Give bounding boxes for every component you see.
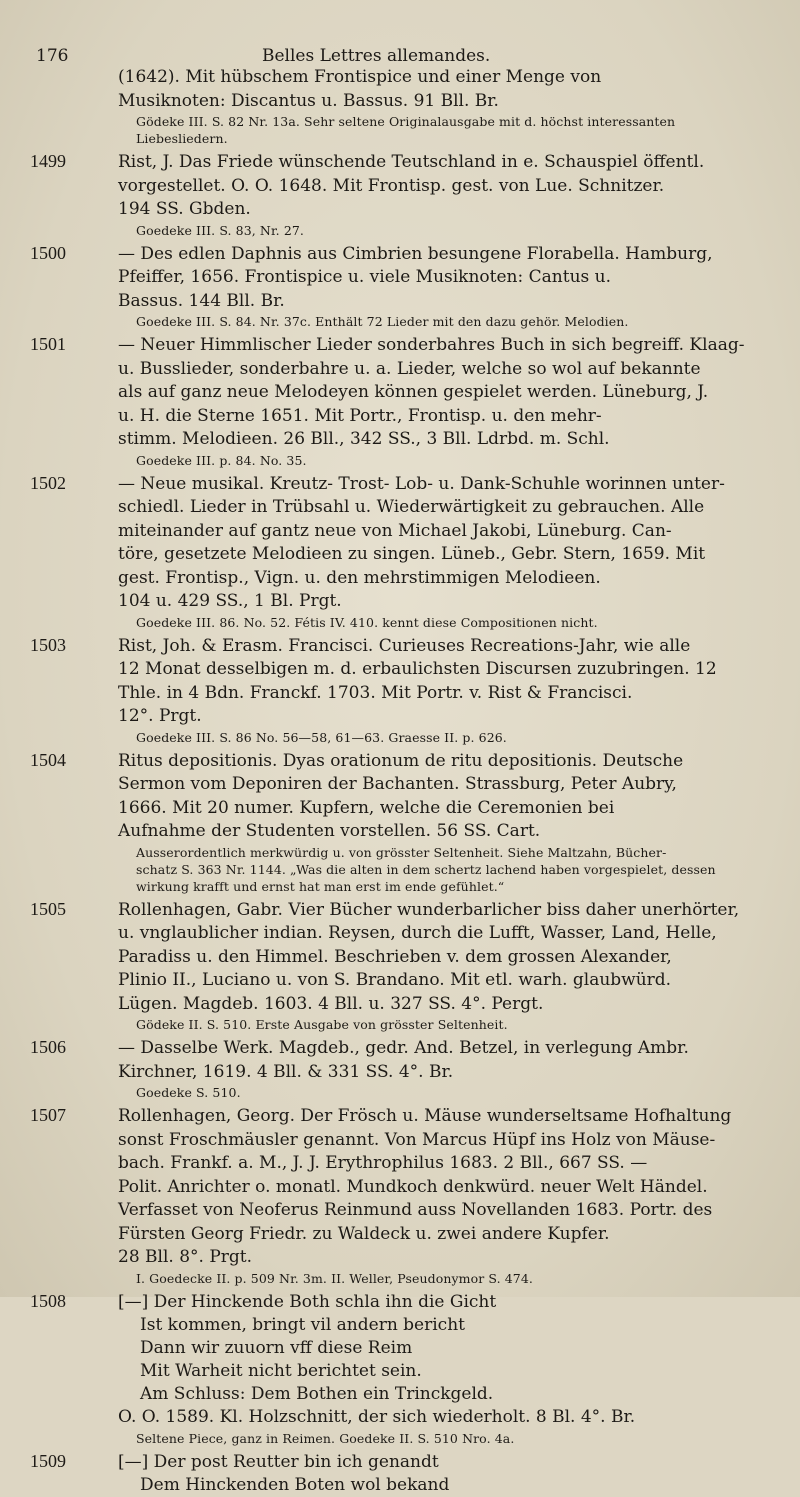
entry-line: O. O. 1589. Kl. Holzschnitt, der sich wiederholt. 8 Bl. 4°. Br. [118, 1406, 766, 1430]
entry-line: Ritus depositionis. Dyas orationum de ritu depositionis. Deutsche [118, 750, 766, 774]
entry-note: Ausserordentlich merkwürdig u. von grösster Seltenheit. Siehe Maltzahn, Bücher- [118, 844, 766, 861]
entry-number: 1506 [30, 1037, 66, 1058]
entry-line: (1642). Mit hübschem Frontispice und einer Menge von [118, 66, 766, 90]
entry-line: Pfeiffer, 1656. Frontispice u. viele Musiknoten: Cantus u. [118, 266, 766, 290]
page-header [30, 20, 766, 64]
catalog-entry [30, 151, 766, 239]
entry-note: Goedeke III. S. 84. Nr. 37c. Enthält 72 Lieder mit den dazu gehör. Melodien. [118, 313, 766, 330]
catalog-entries [30, 66, 766, 1497]
entry-line: bach. Frankf. a. M., J. J. Erythrophilus 1683. 2 Bll., 667 SS. — [118, 1152, 766, 1176]
entry-line: Thle. in 4 Bdn. Franckf. 1703. Mit Portr. v. Rist & Francisci. [118, 682, 766, 706]
entry-line: schiedl. Lieder in Trübsahl u. Wiederwärtigkeit zu gebrauchen. Alle [118, 496, 766, 520]
entry-line: Rist, Joh. & Erasm. Francisci. Curieuses Recreations-Jahr, wie alle [118, 635, 766, 659]
entry-line: sonst Froschmäusler genannt. Von Marcus Hüpf ins Holz von Mäuse- [118, 1129, 766, 1153]
entry-number: 1508 [30, 1291, 66, 1312]
entry-line: Fürsten Georg Friedr. zu Waldeck u. zwei andere Kupfer. [118, 1223, 766, 1247]
entry-line: [—] Der Hinckende Both schla ihn die Gicht [118, 1291, 766, 1315]
entry-line: 194 SS. Gbden. [118, 198, 766, 222]
entry-note: Goedeke III. 86. No. 52. Fétis IV. 410. kennt diese Compositionen nicht. [118, 614, 766, 631]
entry-number: 1502 [30, 473, 66, 494]
entry-line: — Neue musikal. Kreutz- Trost- Lob- u. Dank-Schuhle worinnen unter- [118, 473, 766, 497]
entry-number: 1509 [30, 1451, 66, 1472]
entry-line: Paradiss u. den Himmel. Beschrieben v. dem grossen Alexander, [118, 946, 766, 970]
verse-line: Am Schluss: Dem Bothen ein Trinckgeld. [118, 1383, 766, 1406]
entry-note: Seltene Piece, ganz in Reimen. Goedeke II. S. 510 Nro. 4a. [118, 1430, 766, 1447]
entry-note: Goedeke III. p. 84. No. 35. [118, 452, 766, 469]
entry-note: Goedeke III. S. 86 No. 56—58, 61—63. Graesse II. p. 626. [118, 729, 766, 746]
entry-line: Rollenhagen, Georg. Der Frösch u. Mäuse wunderseltsame Hofhaltung [118, 1105, 766, 1129]
entry-line: Plinio II., Luciano u. von S. Brandano. Mit etl. warh. glaubwürd. [118, 969, 766, 993]
entry-note: I. Goedecke II. p. 509 Nr. 3m. II. Weller, Pseudonymor S. 474. [118, 1270, 766, 1287]
running-title: Belles Lettres allemandes. [262, 46, 490, 66]
continued-entry [30, 66, 766, 147]
entry-line: Aufnahme der Studenten vorstellen. 56 SS. Cart. [118, 820, 766, 844]
entry-number: 1503 [30, 635, 66, 656]
catalog-entry [30, 243, 766, 331]
entry-number: 1504 [30, 750, 66, 771]
entry-line: als auf ganz neue Melodeyen können gespielet werden. Lüneburg, J. [118, 381, 766, 405]
catalog-entry [30, 1291, 766, 1447]
catalog-entry [30, 1037, 766, 1101]
entry-line: [—] Der post Reutter bin ich genandt [118, 1451, 766, 1475]
entry-line: u. H. die Sterne 1651. Mit Portr., Frontisp. u. den mehr- [118, 405, 766, 429]
entry-number: 1499 [30, 151, 66, 172]
entry-line: — Neuer Himmlischer Lieder sonderbahres Buch in sich begreiff. Klaag- [118, 334, 766, 358]
entry-note: Goedeke S. 510. [118, 1084, 766, 1101]
entry-note: wirkung krafft und ernst hat man erst im ende gefühlet.“ [118, 878, 766, 895]
entry-line: 12°. Prgt. [118, 705, 766, 729]
entry-line: stimm. Melodieen. 26 Bll., 342 SS., 3 Bll. Ldrbd. m. Schl. [118, 428, 766, 452]
page-number: 176 [36, 46, 68, 66]
entry-line: miteinander auf gantz neue von Michael Jakobi, Lüneburg. Can- [118, 520, 766, 544]
verse-line: Dann wir zuuorn vff diese Reim [118, 1337, 766, 1360]
entry-note: Gödeke III. S. 82 Nr. 13a. Sehr seltene Originalausgabe mit d. höchst interessanten [118, 113, 766, 130]
entry-line: Kirchner, 1619. 4 Bll. & 331 SS. 4°. Br. [118, 1061, 766, 1085]
entry-number: 1501 [30, 334, 66, 355]
entry-line: gest. Frontisp., Vign. u. den mehrstimmigen Melodieen. [118, 567, 766, 591]
entry-line: Bassus. 144 Bll. Br. [118, 290, 766, 314]
entry-line: töre, gesetzete Melodieen zu singen. Lüneb., Gebr. Stern, 1659. Mit [118, 543, 766, 567]
entry-number: 1500 [30, 243, 66, 264]
entry-line: 12 Monat desselbigen m. d. erbaulichsten Discursen zuzubringen. 12 [118, 658, 766, 682]
entry-line: 104 u. 429 SS., 1 Bl. Prgt. [118, 590, 766, 614]
entry-line: — Des edlen Daphnis aus Cimbrien besungene Florabella. Hamburg, [118, 243, 766, 267]
verse-line: Dem Hinckenden Boten wol bekand [118, 1474, 766, 1497]
entry-line: Sermon vom Deponiren der Bachanten. Strassburg, Peter Aubry, [118, 773, 766, 797]
entry-line: Verfasset von Neoferus Reinmund auss Novellanden 1683. Portr. des [118, 1199, 766, 1223]
verse-line: Ist kommen, bringt vil andern bericht [118, 1314, 766, 1337]
entry-line: Rist, J. Das Friede wünschende Teutschland in e. Schauspiel öffentl. [118, 151, 766, 175]
catalog-entry [30, 635, 766, 746]
entry-note: schatz S. 363 Nr. 1144. „Was die alten in dem schertz lachend haben vorgespielet, dessen [118, 861, 766, 878]
entry-line: — Dasselbe Werk. Magdeb., gedr. And. Betzel, in verlegung Ambr. [118, 1037, 766, 1061]
catalog-entry [30, 1451, 766, 1497]
entry-line: Lügen. Magdeb. 1603. 4 Bll. u. 327 SS. 4°. Pergt. [118, 993, 766, 1017]
catalog-entry [30, 750, 766, 895]
entry-note: Gödeke II. S. 510. Erste Ausgabe von grösster Seltenheit. [118, 1016, 766, 1033]
verse-line: Mit Warheit nicht berichtet sein. [118, 1360, 766, 1383]
entry-line: 1666. Mit 20 numer. Kupfern, welche die Ceremonien bei [118, 797, 766, 821]
entry-line: Rollenhagen, Gabr. Vier Bücher wunderbarlicher biss daher unerhörter, [118, 899, 766, 923]
entry-line: Polit. Anrichter o. monatl. Mundkoch denkwürd. neuer Welt Händel. [118, 1176, 766, 1200]
entry-line: vorgestellet. O. O. 1648. Mit Frontisp. gest. von Lue. Schnitzer. [118, 175, 766, 199]
entry-number: 1507 [30, 1105, 66, 1126]
entry-note: Goedeke III. S. 83, Nr. 27. [118, 222, 766, 239]
entry-line: u. Busslieder, sonderbahre u. a. Lieder, welche so wol auf bekannte [118, 358, 766, 382]
entry-list [30, 151, 766, 1497]
entry-line: u. vnglaublicher indian. Reysen, durch die Lufft, Wasser, Land, Helle, [118, 922, 766, 946]
catalog-entry [30, 1105, 766, 1287]
entry-number: 1505 [30, 899, 66, 920]
entry-line: Musiknoten: Discantus u. Bassus. 91 Bll. Br. [118, 90, 766, 114]
catalog-entry [30, 334, 766, 469]
catalog-entry [30, 899, 766, 1034]
catalog-entry [30, 473, 766, 631]
entry-line: 28 Bll. 8°. Prgt. [118, 1246, 766, 1270]
entry-note: Liebesliedern. [118, 130, 766, 147]
